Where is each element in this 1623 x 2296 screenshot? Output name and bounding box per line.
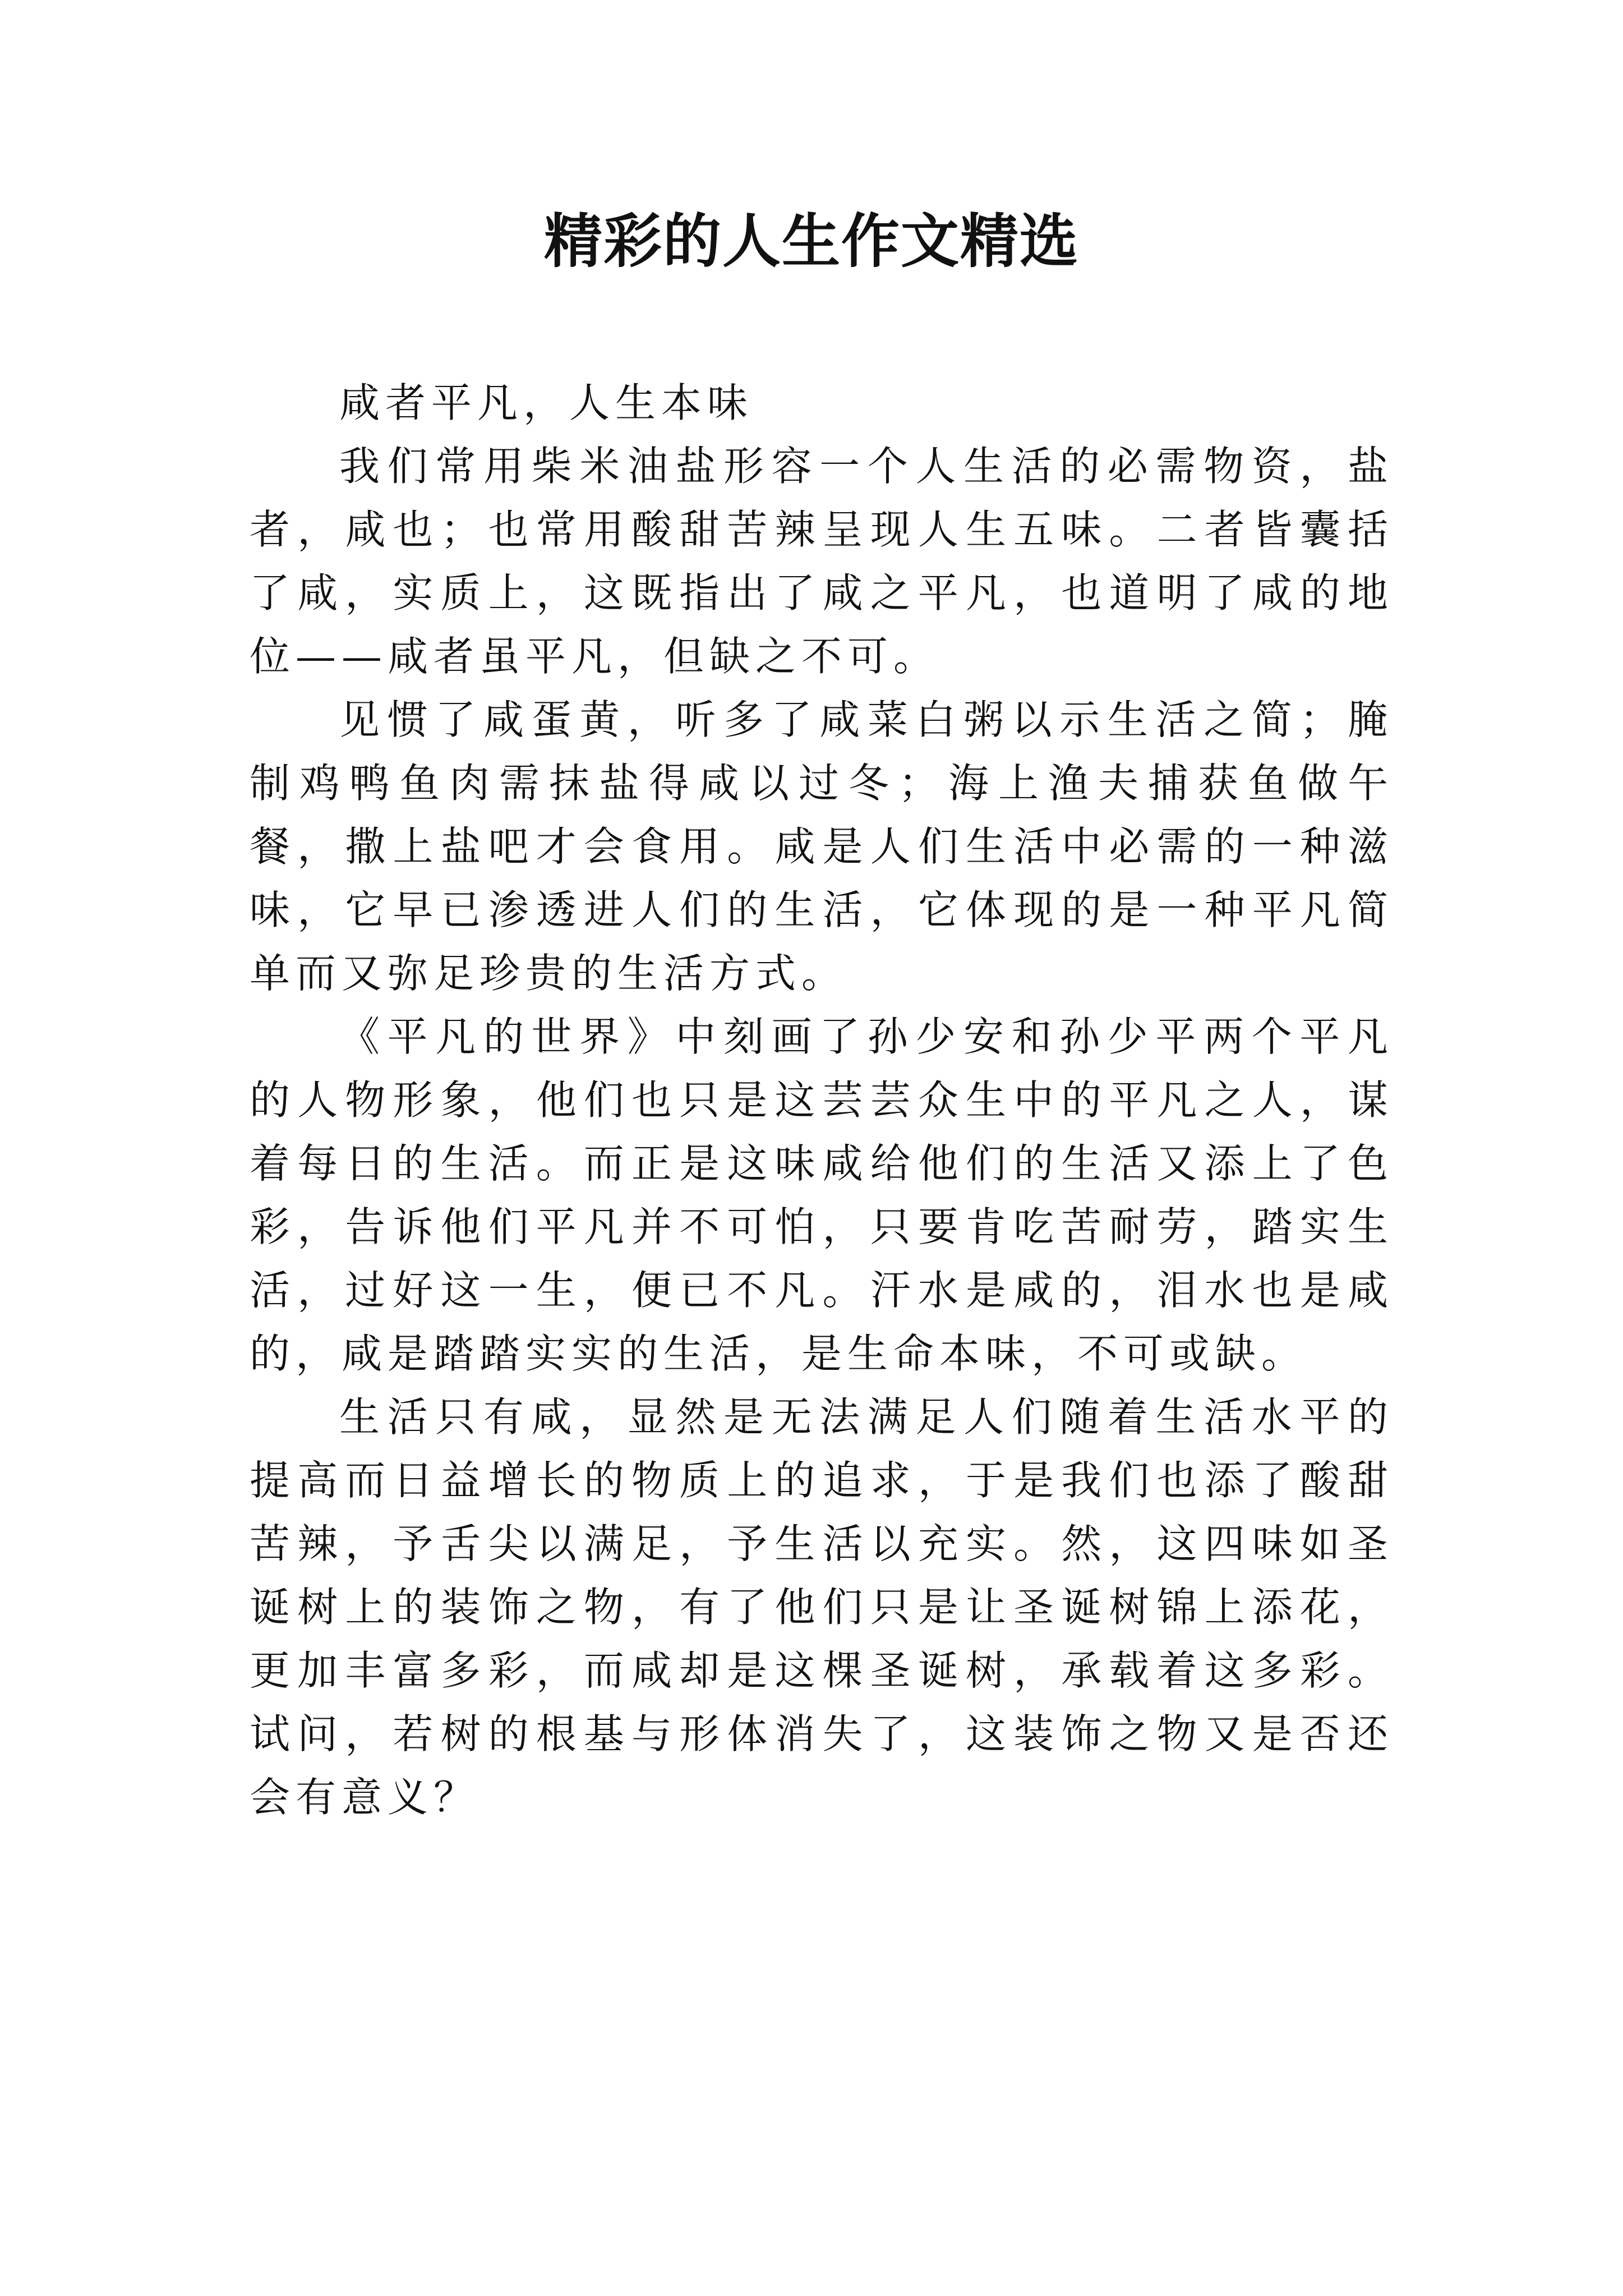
- paragraph: 我们常用柴米油盐形容一个人生活的必需物资，盐者，咸也；也常用酸甜苦辣呈现人生五味。二者皆囊括了咸，实质上，这既指出了咸之平凡，也道明了咸的地位——咸者虽平凡，但缺之不可。: [250, 443, 1394, 680]
- paragraph: 《平凡的世界》中刻画了孙少安和孙少平两个平凡的人物形象，他们也只是这芸芸众生中的平凡之人，谋着每日的生活。而正是这味咸给他们的生活又添上了色彩，告诉他们平凡并不可怕，只要肯吃苦耐劳，踏实生活，过好这一生，便已不凡。汗水是咸的，泪水也是咸的，咸是踏踏实实的生活，是生命本味，不可或缺。: [250, 1013, 1394, 1377]
- paragraph: 见惯了咸蛋黄，听多了咸菜白粥以示生活之简；腌制鸡鸭鱼肉需抹盐得咸以过冬；海上渔夫捕获鱼做午餐，撒上盐吧才会食用。咸是人们生活中必需的一种滋味，它早已渗透进人们的生活，它体现的是一种平凡简单而又弥足珍贵的生活方式。: [250, 696, 1394, 997]
- document-body: [250, 371, 1394, 1829]
- paragraph: 生活只有咸，显然是无法满足人们随着生活水平的提高而日益增长的物质上的追求，于是我们也添了酸甜苦辣，予舌尖以满足，予生活以充实。然，这四味如圣诞树上的装饰之物，有了他们只是让圣诞树锦上添花，更加丰富多彩，而咸却是这棵圣诞树，承载着这多彩。试问，若树的根基与形体消失了，这装饰之物又是否还会有意义？: [250, 1393, 1394, 1821]
- document-title: 精彩的人生作文精选: [543, 206, 1079, 275]
- paragraph-subtitle: 咸者平凡，人生本味: [339, 379, 754, 426]
